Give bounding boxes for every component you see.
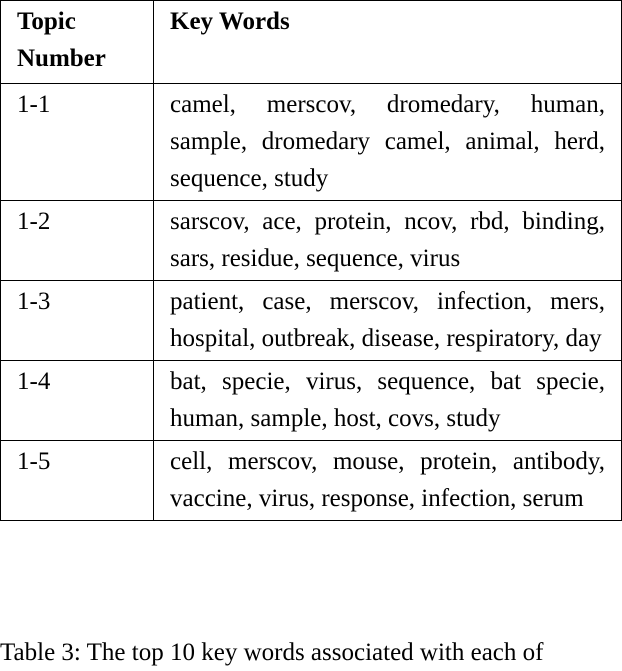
column-header-key-words: Key Words [154, 1, 622, 84]
key-words-cell: cell, merscov, mouse, protein, antibody, vaccine, virus, response, infection, serum [154, 441, 622, 521]
topic-number-cell: 1-3 [1, 281, 154, 361]
key-words-cell: camel, merscov, dromedary, human, sample, dromedary camel, animal, herd, sequence, study [154, 84, 622, 201]
table-row [1, 281, 622, 361]
table-row [1, 361, 622, 441]
table-row [1, 84, 622, 201]
topic-number-cell: 1-4 [1, 361, 154, 441]
key-words-cell: sarscov, ace, protein, ncov, rbd, binding, sars, residue, sequence, virus [154, 201, 622, 281]
table-row [1, 441, 622, 521]
table-row [1, 201, 622, 281]
table-caption: Table 3: The top 10 key words associated with each of [0, 639, 544, 666]
column-header-topic-number: Topic Number [1, 1, 154, 84]
topic-number-cell: 1-5 [1, 441, 154, 521]
table-header-row [1, 1, 622, 84]
key-words-cell: bat, specie, virus, sequence, bat specie, human, sample, host, covs, study [154, 361, 622, 441]
key-words-cell: patient, case, merscov, infection, mers, hospital, outbreak, disease, respiratory, day [154, 281, 622, 361]
topic-number-cell: 1-2 [1, 201, 154, 281]
topic-number-cell: 1-1 [1, 84, 154, 201]
